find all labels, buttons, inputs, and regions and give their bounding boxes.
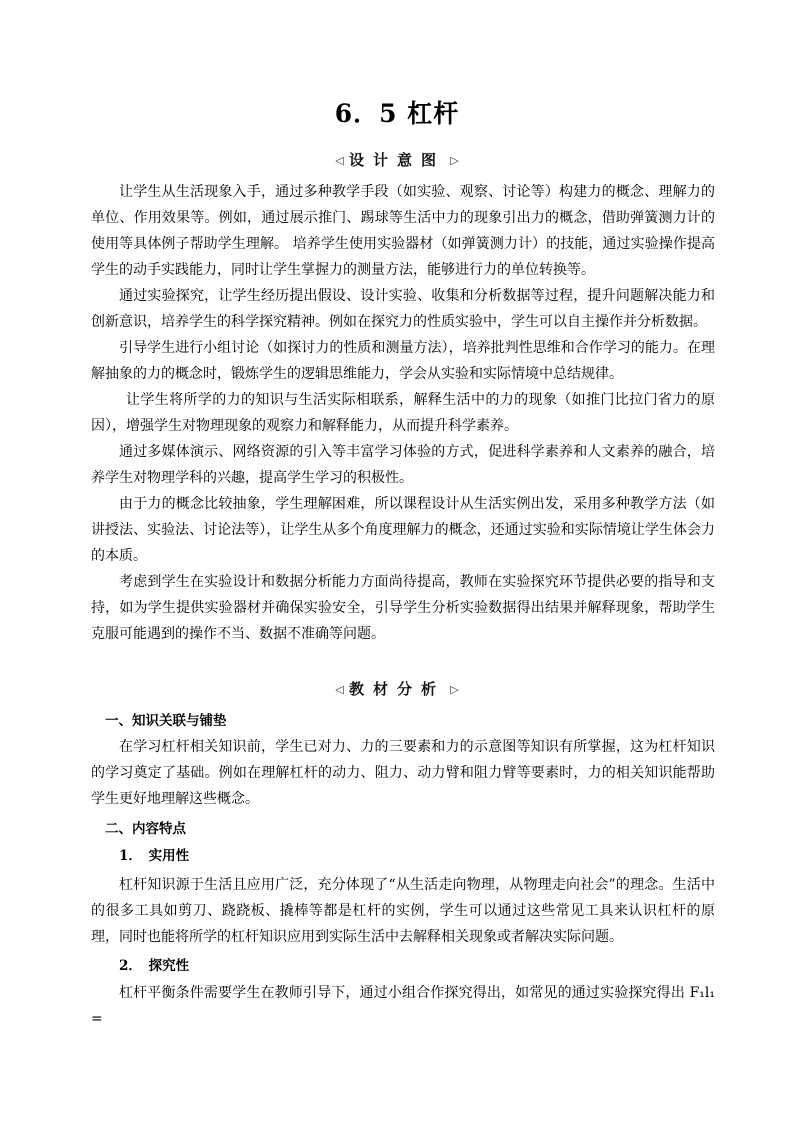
design-intent-body [91, 179, 715, 647]
design-paragraph: 引导学生进行小组讨论（如探讨力的性质和测量方法），培养批判性思维和合作学习的能力。在理解抽象的力的概念时，锻炼学生的逻辑思维能力，学会从实验和实际情境中总结规律。 [91, 340, 715, 382]
section-heading-knowledge-link: 一、知识关联与铺垫 [105, 713, 227, 729]
design-intent-heading-label: 设计意图 [348, 151, 445, 169]
left-triangle-icon: ◁ [335, 154, 344, 167]
analysis-paragraph: 杠杆知识源于生活且应用广泛，充分体现了“从生活走向物理，从物理走向社会”的理念。生活中的很多工具如剪刀、跷跷板、撬棒等都是杠杆的实例，学生可以通过这些常见工具来认识杠杆的原理，同时也能将所学的杠杆知识应用到实际生活中去解释相关现象或者解决实际问题。 [91, 877, 715, 945]
design-paragraph: 由于力的概念比较抽象，学生理解困难，所以课程设计从生活实例出发，采用多种教学方法（如讲授法、实验法、讨论法等），让学生从多个角度理解力的概念，还通过实验和实际情境让学生体会力的本质。 [91, 496, 715, 564]
analysis-paragraph: 杠杆平衡条件需要学生在教师引导下，通过小组合作探究得出，如常见的通过实验探究得出 F₁l₁ = [91, 985, 715, 1027]
page-title: 6．5 杠杆 [334, 99, 460, 128]
design-intent-heading [0, 149, 794, 172]
textbook-analysis-heading-label: 教材分析 [348, 680, 445, 698]
design-paragraph: 通过多媒体演示、网络资源的引入等丰富学习体验的方式，促进科学素养和人文素养的融合，培养学生对物理学科的兴趣，提高学生学习的积极性。 [91, 444, 715, 486]
right-triangle-icon: ▷ [450, 154, 459, 167]
design-paragraph: 考虑到学生在实验设计和数据分析能力方面尚待提高，教师在实验探究环节提供必要的指导和支持，如为学生提供实验器材并确保实验安全，引导学生分析实验数据得出结果并解释现象，帮助学生克服可能遇到的操作不当、数据不准确等问题。 [91, 574, 715, 642]
analysis-paragraph: 在学习杠杆相关知识前，学生已对力、力的三要素和力的示意图等知识有所掌握，这为杠杆知识的学习奠定了基础。例如在理解杠杆的动力、阻力、动力臂和阻力臂等要素时，力的相关知识能帮助学生更好地理解这些概念。 [91, 739, 715, 807]
design-paragraph: 让学生将所学的力的知识与生活实际相联系，解释生活中的力的现象（如推门比拉门省力的原因），增强学生对物理现象的观察力和解释能力，从而提升科学素养。 [91, 392, 715, 434]
right-triangle-icon: ▷ [450, 683, 459, 696]
design-paragraph: 让学生从生活现象入手，通过多种教学手段（如实验、观察、讨论等）构建力的概念、理解力的单位、作用效果等。例如，通过展示推门、踢球等生活中力的现象引出力的概念，借助弹簧测力计的使用等具体例子帮助学生理解。 培养学生使用实验器材（如弹簧测力计）的技能，通过实验操作提高学生的动手实践能力，同时让学生掌握力的测量方法，能够进行力的单位转换等。 [91, 184, 715, 278]
inquiry-body [91, 980, 715, 1032]
item-heading-inquiry: 2． 探究性 [119, 958, 190, 974]
section-heading-content-features: 二、内容特点 [105, 821, 186, 837]
knowledge-link-body [91, 734, 715, 812]
design-paragraph: 通过实验探究，让学生经历提出假设、设计实验、收集和分析数据等过程，提升问题解决能力和创新意识，培养学生的科学探究精神。例如在探究力的性质实验中，学生可以自主操作并分析数据。 [91, 288, 715, 330]
left-triangle-icon: ◁ [335, 683, 344, 696]
textbook-analysis-heading [0, 678, 794, 701]
item-heading-practicality: 1． 实用性 [119, 848, 190, 864]
practicality-body [91, 872, 715, 950]
